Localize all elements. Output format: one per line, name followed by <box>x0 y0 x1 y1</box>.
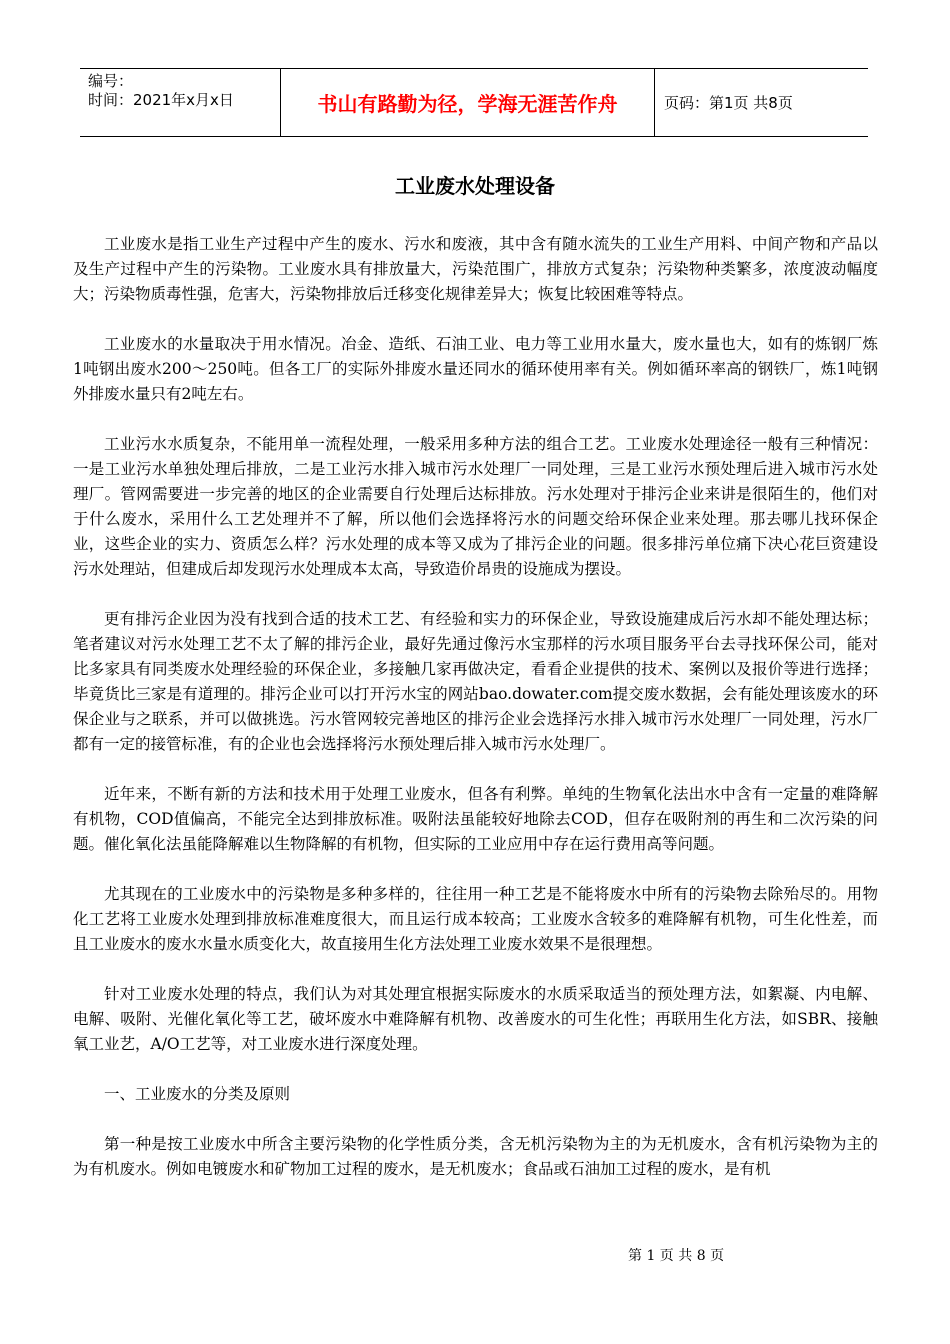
header-page-info: 页码：第1页 共8页 <box>664 94 793 112</box>
document-title: 工业废水处理设备 <box>395 174 555 198</box>
header-motto: 书山有路勤为径，学海无涯苦作舟 <box>317 92 618 116</box>
paragraph: 第一种是按工业废水中所含主要污染物的化学性质分类，含无机污染物为主的为无机废水，含有机污染物为主的为有机废水。例如电镀废水和矿物加工过程的废水，是无机废水；食品或石油加工过程的废水，是有机 <box>73 1135 878 1178</box>
section-heading: 一、工业废水的分类及原则 <box>104 1085 291 1103</box>
paragraph: 针对工业废水处理的特点，我们认为对其处理宜根据实际废水的水质采取适当的预处理方法，如絮凝、内电解、电解、吸附、光催化氧化等工艺，破坏废水中难降解有机物、改善废水的可生化性；再联用生化方法，如SBR、接触氧工业艺，A/O工艺等，对工业废水进行深度处理。 <box>73 985 878 1053</box>
paragraph: 更有排污企业因为没有找到合适的技术工艺、有经验和实力的环保企业，导致设施建成后污水却不能处理达标；笔者建议对污水处理工艺不太了解的排污企业，最好先通过像污水宝那样的污水项目服务平台去寻找环保公司，能对比多家具有同类废水处理经验的环保企业，多接触几家再做决定，看看企业提供的技术、案例以及报价等进行选择；毕竟货比三家是有道理的。排污企业可以打开污水宝的网站bao.dowater.com提交废水数据，会有能处理该废水的环保企业与之联系，并可以做挑选。污水管网较完善地区的排污企业会选择污水排入城市污水处理厂一同处理，污水厂都有一定的接管标准，有的企业也会选择将污水预处理后排入城市污水处理厂。 <box>73 610 878 753</box>
paragraph: 尤其现在的工业废水中的污染物是多种多样的，往往用一种工艺是不能将废水中所有的污染物去除殆尽的。用物化工艺将工业废水处理到排放标准难度很大，而且运行成本较高；工业废水含较多的难降解有机物，可生化性差，而且工业废水的废水水量水质变化大，故直接用生化方法处理工业废水效果不是很理想。 <box>73 885 878 953</box>
paragraph: 工业废水是指工业生产过程中产生的废水、污水和废液，其中含有随水流失的工业生产用料、中间产物和产品以及生产过程中产生的污染物。工业废水具有排放量大，污染范围广，排放方式复杂；污染物种类繁多，浓度波动幅度大；污染物质毒性强，危害大，污染物排放后迁移变化规律差异大；恢复比较困难等特点。 <box>73 235 878 303</box>
header-table <box>80 68 868 137</box>
document-number-label: 编号： <box>88 72 134 90</box>
header-meta-cell <box>80 69 281 136</box>
paragraph: 工业污水水质复杂，不能用单一流程处理，一般采用多种方法的组合工艺。工业废水处理途径一般有三种情况：一是工业污水单独处理后排放，二是工业污水排入城市污水处理厂一同处理，三是工业污水预处理后进入城市污水处理厂。管网需要进一步完善的地区的企业需要自行处理后达标排放。污水处理对于排污企业来讲是很陌生的，他们对于什么废水，采用什么工艺处理并不了解，所以他们会选择将污水的问题交给环保企业来处理。那去哪儿找环保企业，这些企业的实力、资质怎么样？污水处理的成本等又成为了排污企业的问题。很多排污单位痛下决心花巨资建设污水处理站，但建成后却发现污水处理成本太高，导致造价昂贵的设施成为摆设。 <box>73 435 878 578</box>
paragraph: 工业废水的水量取决于用水情况。冶金、造纸、石油工业、电力等工业用水量大，废水量也大，如有的炼钢厂炼 1吨钢出废水200～250吨。但各工厂的实际外排废水量还同水的循环使用率有关。例如循环率高的钢铁厂，炼1吨钢外排废水量只有2吨左右。 <box>73 335 878 403</box>
paragraph: 近年来，不断有新的方法和技术用于处理工业废水，但各有利弊。单纯的生物氧化法出水中含有一定量的难降解有机物，COD值偏高，不能完全达到排放标准。吸附法虽能较好地除去COD，但存在吸附剂的再生和二次污染的问题。催化氧化法虽能降解难以生物降解的有机物，但实际的工业应用中存在运行费用高等问题。 <box>73 785 878 853</box>
page-footer: 第 1 页 共 8 页 <box>628 1248 725 1264</box>
header-page-cell <box>655 69 868 136</box>
document-date-label: 时间：2021年x月x日 <box>88 91 234 109</box>
header-motto-cell <box>281 69 655 136</box>
document-body <box>73 232 878 1207</box>
